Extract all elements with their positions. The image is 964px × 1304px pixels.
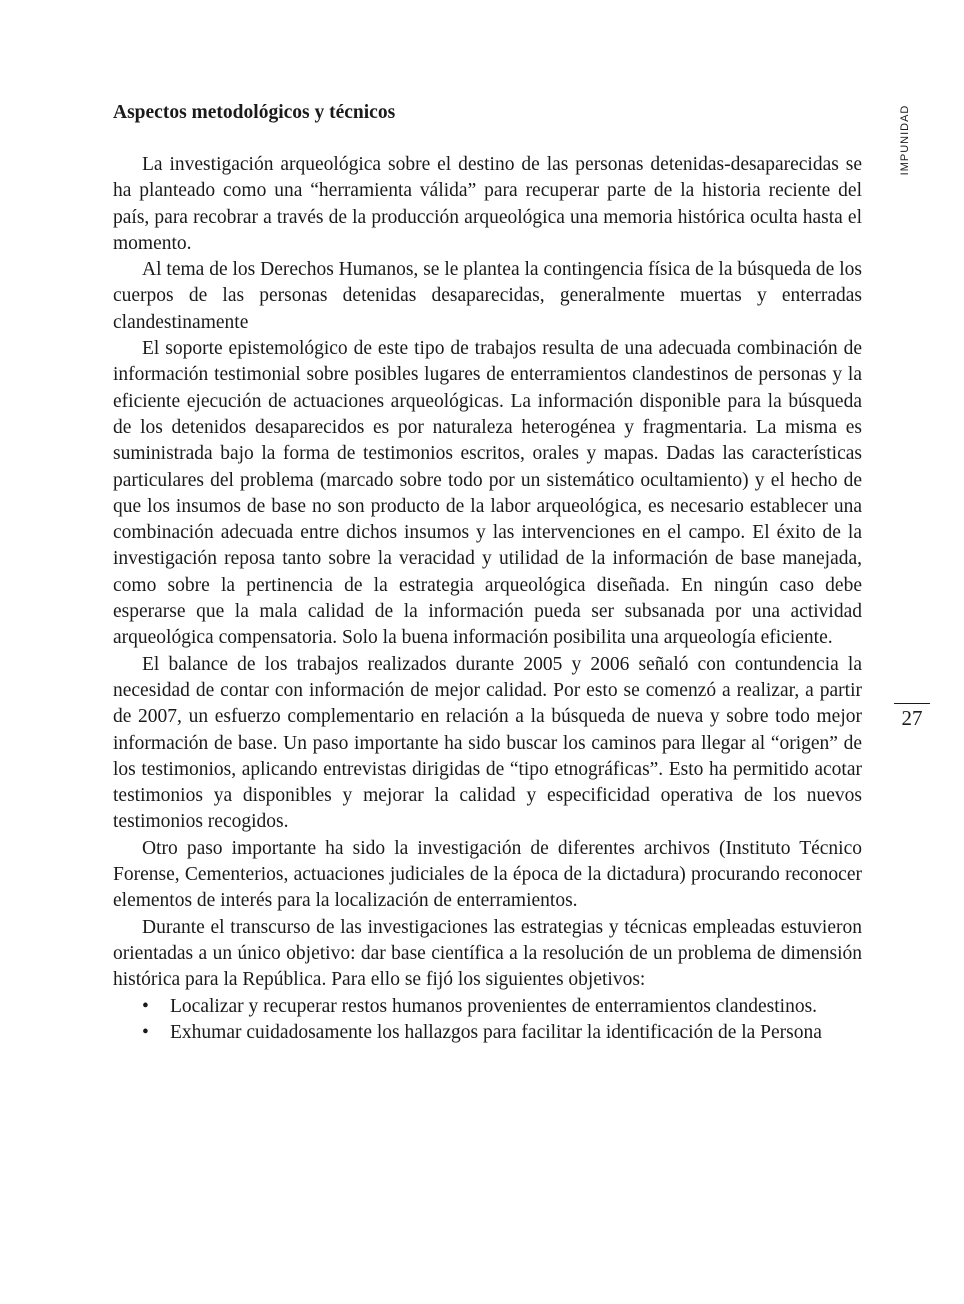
- body-text: [113, 100, 862, 1046]
- objectives-list: [113, 994, 862, 1047]
- paragraph: La investigación arqueológica sobre el destino de las personas detenidas-desaparecidas se ha planteado como una “herramienta válida” para recuperar parte de la historia reciente del país, para recobrar a través de la producción arqueológica una memoria histórica oculta hasta el momento.: [113, 154, 862, 254]
- list-item-text: Localizar y recuperar restos humanos provenientes de enterramientos clandestinos.: [170, 995, 818, 1017]
- running-head: [880, 95, 930, 185]
- paragraph: Al tema de los Derechos Humanos, se le plantea la contingencia física de la búsqueda de los cuerpos de las personas detenidas desaparecidas, generalmente muertas y enterradas clandestinamente: [113, 259, 862, 333]
- paragraph: El balance de los trabajos realizados durante 2005 y 2006 señaló con contundencia la necesidad de contar con información de mejor calidad. Por esto se comenzó a realizar, a partir de 2007, un esfuerzo complementario en relación a la búsqueda de nueva y sobre todo mejor información de base. Un paso importante ha sido buscar los caminos para llegar al “origen” de los testimonios, aplicando entrevistas dirigidas de “tipo etnográficas”. Esto ha permitido acotar testimonios ya disponibles y mejorar la calidad y especificidad operativa de los nuevos testimonios recogidos.: [113, 653, 862, 833]
- list-item-text: Exhumar cuidadosamente los hallazgos para facilitar la identificación de la Persona: [170, 1021, 822, 1043]
- section-heading: Aspectos metodológicos y técnicos: [113, 102, 396, 123]
- running-head-text: IMPUNIDAD: [899, 104, 911, 176]
- paragraph: Durante el transcurso de las investigaciones las estrategias y técnicas empleadas estuvieron orientadas a un único objetivo: dar base científica a la resolución de un problema de dimensión histórica para la República. Para ello se fijó los siguientes objetivos:: [113, 916, 862, 991]
- list-item: [113, 1020, 862, 1046]
- page-number: 27: [901, 706, 923, 730]
- paragraph: El soporte epistemológico de este tipo de trabajos resulta de una adecuada combinación de información testimonial sobre posibles lugares de enterramientos clandestinos de personas y la eficiente ejecución de actuaciones arqueológicas. La información disponible para la búsqueda de los detenidos desaparecidos es por naturaleza heterogénea y fragmentaria. La misma es suministrada bajo la forma de testimonios escritos, orales y mapas. Dadas las características particulares del problema (marcado sobre todo por un sistemático ocultamiento) y el hecho de que los insumos de base no son producto de la labor arqueológica, es necesario establecer una combinación adecuada entre dichos insumos y las intervenciones en el campo. El éxito de la investigación reposa tanto sobre la veracidad y utilidad de la información de base manejada, como sobre la pertinencia de la estrategia arqueológica diseñada. En ningún caso debe esperarse que la mala calidad de la información pueda ser subsanada por una actividad arqueológica compensatoria. Solo la buena información posibilita una arqueología eficiente.: [113, 338, 862, 649]
- page-number-rule: [894, 703, 930, 704]
- paragraph: Otro paso importante ha sido la investigación de diferentes archivos (Instituto Técnico Forense, Cementerios, actuaciones judiciales de la época de la dictadura) procurando reconocer elementos de interés para la localización de enterramientos.: [113, 837, 862, 912]
- bullet-icon: •: [142, 995, 149, 1017]
- bullet-icon: •: [142, 1021, 149, 1043]
- list-item: [113, 994, 862, 1020]
